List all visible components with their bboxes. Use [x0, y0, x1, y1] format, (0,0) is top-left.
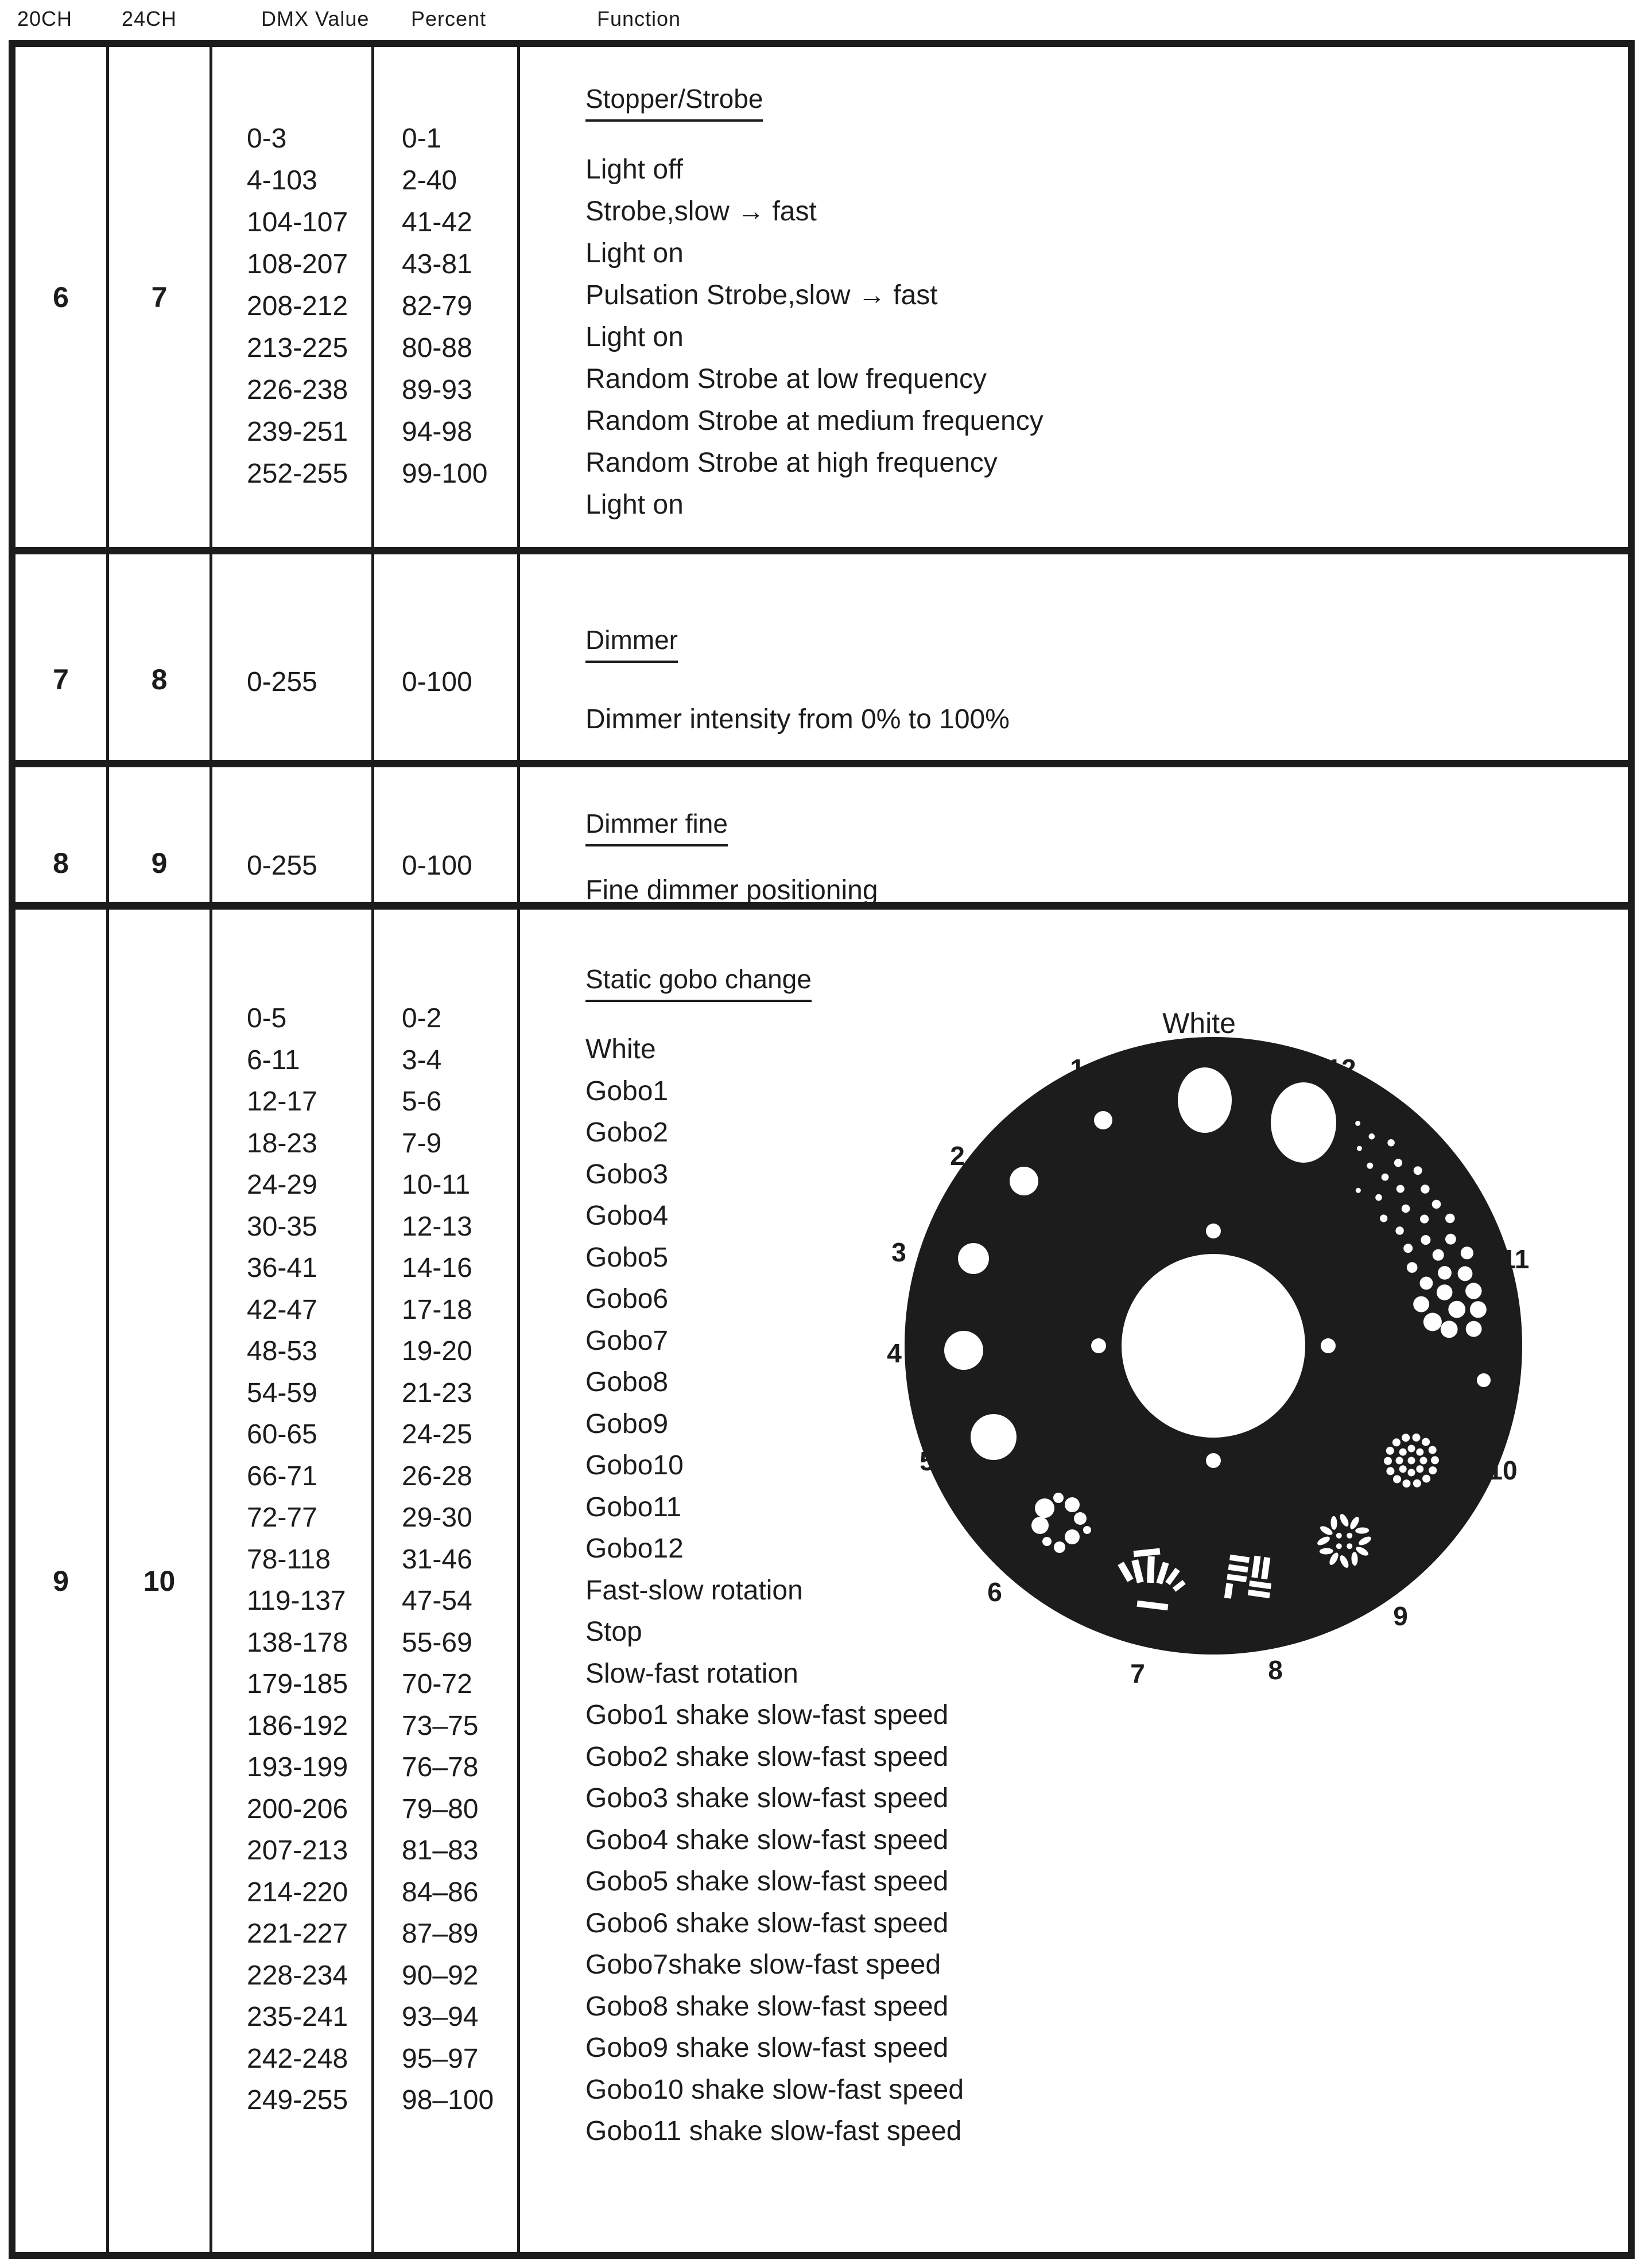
pattern-dot	[1416, 1448, 1423, 1456]
dmx-range-value: 214-220	[247, 1877, 348, 1908]
dmx-range-value: 66-71	[247, 1461, 317, 1492]
function-label: Gobo4 shake slow-fast speed	[585, 1824, 949, 1855]
pattern-dot	[1438, 1266, 1452, 1280]
gobo-position-number-7: 7	[1130, 1659, 1145, 1688]
dmx-range-value: 221-227	[247, 1919, 348, 1949]
function-label: Gobo2 shake slow-fast speed	[585, 1741, 949, 1772]
dmx-range-value: 193-199	[247, 1752, 348, 1782]
gobo-position-number-12: 12	[1326, 1054, 1356, 1083]
percent-range-value: 29-30	[402, 1502, 472, 1533]
percent-range-value: 10-11	[402, 1170, 471, 1200]
dmx-range-value: 78-118	[247, 1544, 331, 1575]
gobo-position-number-4: 4	[887, 1338, 902, 1368]
dmx-range-value: 228-234	[247, 1960, 348, 1991]
pattern-dot	[1408, 1445, 1415, 1453]
percent-list	[374, 845, 517, 887]
section-title: Static gobo change	[585, 964, 812, 1002]
percent-range-value: 82-79	[402, 291, 472, 321]
table-row-dimmer	[15, 554, 1628, 767]
pattern-dot	[1382, 1174, 1389, 1181]
function-label: Gobo2	[585, 1117, 669, 1148]
percent-list	[374, 118, 517, 495]
dmx-range-value: 239-251	[247, 417, 348, 447]
dmx-range-value: 0-3	[247, 123, 287, 154]
percent-range-value: 41-42	[402, 207, 472, 238]
gobo-position-number-11: 11	[1501, 1244, 1530, 1274]
function-cell	[520, 767, 1628, 911]
dmx-range-value: 12-17	[247, 1086, 317, 1117]
function-label: Light on	[585, 238, 684, 269]
channel-24ch-cell	[109, 47, 212, 547]
pattern-dot	[1403, 1244, 1413, 1253]
section-title: Dimmer	[585, 624, 678, 663]
column-header-percent: Percent	[411, 7, 487, 30]
dmx-range-value: 48-53	[247, 1336, 317, 1366]
function-label: Strobe,slow → fast	[585, 196, 817, 227]
pattern-dot	[1408, 1457, 1415, 1465]
pattern-dot	[1386, 1447, 1394, 1455]
dmx-range-value: 36-41	[247, 1253, 317, 1283]
dmx-value-cell	[212, 554, 374, 760]
percent-range-value: 73–75	[402, 1710, 479, 1741]
function-label: Fast-slow rotation	[585, 1575, 803, 1606]
function-label: Gobo10	[585, 1450, 684, 1481]
percent-range-value: 31-46	[402, 1544, 472, 1575]
dmx-value-list	[212, 845, 371, 887]
percent-range-value: 0-1	[402, 123, 442, 154]
pattern-dot	[1394, 1159, 1402, 1167]
percent-range-value: 3-4	[402, 1044, 442, 1075]
pattern-dot	[1414, 1166, 1422, 1175]
percent-range-value: 24-25	[402, 1419, 472, 1450]
pattern-dot	[1336, 1533, 1342, 1539]
percent-range-value: 2-40	[402, 165, 457, 196]
dmx-range-value: 104-107	[247, 207, 348, 238]
channel-number: 8	[151, 663, 168, 696]
pattern-dot	[1413, 1434, 1421, 1442]
pattern-dot	[1448, 1301, 1465, 1318]
pattern-dot	[1433, 1249, 1444, 1261]
gobo-1-hole	[1094, 1111, 1112, 1129]
pattern-dot	[1420, 1457, 1427, 1465]
gobo-3-hole	[958, 1243, 989, 1274]
dmx-range-value: 226-238	[247, 375, 348, 405]
pattern-dot	[1416, 1465, 1423, 1473]
function-label: Random Strobe at high frequency	[585, 448, 998, 478]
function-label: Gobo7shake slow-fast speed	[585, 1949, 941, 1980]
percent-range-value: 90–92	[402, 1960, 479, 1991]
dmx-value-cell	[212, 910, 374, 2252]
function-label: Gobo11 shake slow-fast speed	[585, 2116, 962, 2146]
percent-range-value: 12-13	[402, 1211, 472, 1242]
channel-number: 9	[53, 1564, 69, 1597]
pattern-dot	[1465, 1283, 1481, 1299]
function-label: Random Strobe at medium frequency	[585, 406, 1043, 436]
pattern-dot	[1403, 1479, 1411, 1488]
function-list	[520, 698, 1628, 740]
dmx-range-value: 30-35	[247, 1211, 317, 1242]
percent-range-value: 47-54	[402, 1586, 472, 1616]
pattern-dot	[1431, 1456, 1439, 1464]
column-header-dmx-value: DMX Value	[261, 7, 370, 30]
percent-range-value: 17-18	[402, 1294, 472, 1325]
pattern-dot	[1445, 1214, 1455, 1224]
function-label: Gobo8 shake slow-fast speed	[585, 1991, 949, 2022]
pattern-dot	[1413, 1296, 1429, 1312]
function-label: White	[585, 1034, 656, 1065]
percent-range-value: 55-69	[402, 1627, 472, 1658]
dmx-range-value: 138-178	[247, 1627, 348, 1658]
percent-range-value: 5-6	[402, 1086, 442, 1117]
percent-range-value: 43-81	[402, 249, 472, 279]
dmx-range-value: 0-255	[247, 850, 317, 881]
pattern-dot	[1392, 1438, 1401, 1446]
dmx-range-value: 24-29	[247, 1170, 317, 1200]
percent-range-value: 19-20	[402, 1336, 472, 1366]
column-header-function: Function	[597, 7, 681, 30]
dmx-range-value: 119-137	[247, 1586, 346, 1616]
pattern-dot	[1380, 1214, 1387, 1222]
percent-range-value: 98–100	[402, 2085, 494, 2115]
table-row-strobe	[15, 47, 1628, 554]
function-label: Gobo5	[585, 1242, 669, 1273]
pattern-dot	[1445, 1234, 1456, 1245]
percent-range-value: 0-2	[402, 1003, 442, 1034]
function-label: Fine dimmer positioning	[585, 875, 878, 906]
percent-cell	[374, 767, 520, 911]
percent-range-value: 70-72	[402, 1669, 472, 1699]
dmx-range-value: 4-103	[247, 165, 317, 196]
column-header-20ch: 20CH	[17, 7, 73, 30]
gobo-position-number-2: 2	[950, 1141, 965, 1171]
dmx-range-value: 60-65	[247, 1419, 317, 1450]
channel-20ch-cell	[15, 910, 109, 2252]
pattern-dot	[1458, 1266, 1473, 1281]
function-label: Gobo5 shake slow-fast speed	[585, 1866, 949, 1897]
pattern-dot	[1432, 1200, 1441, 1209]
function-label: Gobo9 shake slow-fast speed	[585, 2033, 949, 2063]
function-label: Gobo9	[585, 1408, 669, 1439]
function-label: Gobo1 shake slow-fast speed	[585, 1700, 949, 1730]
channel-20ch-cell	[15, 767, 109, 911]
table-row-dimmer-fine	[15, 767, 1628, 910]
dmx-range-value: 179-185	[247, 1669, 348, 1699]
gobo-position-number-5: 5	[920, 1446, 934, 1476]
dmx-range-value: 6-11	[247, 1044, 300, 1075]
percent-range-value: 95–97	[402, 2043, 479, 2074]
pattern-dot	[1399, 1465, 1407, 1473]
dmx-value-list	[212, 118, 371, 495]
percent-list	[374, 661, 517, 703]
channel-24ch-cell	[109, 767, 212, 911]
function-label: Gobo6 shake slow-fast speed	[585, 1908, 949, 1939]
dmx-range-value: 207-213	[247, 1835, 348, 1866]
pattern-dot	[1347, 1543, 1352, 1549]
balance-hole	[1477, 1373, 1491, 1387]
gobo-12-hole	[1271, 1082, 1336, 1163]
function-cell	[520, 554, 1628, 760]
percent-list	[374, 998, 517, 2122]
dmx-range-value: 213-225	[247, 333, 348, 363]
gobo-4-hole	[944, 1331, 983, 1370]
percent-range-value: 94-98	[402, 417, 472, 447]
gobo-2-hole	[1010, 1167, 1038, 1195]
dmx-range-value: 242-248	[247, 2043, 348, 2074]
percent-cell	[374, 554, 520, 760]
pattern-dot	[1422, 1475, 1430, 1483]
percent-range-value: 0-100	[402, 667, 472, 697]
function-label: Gobo7	[585, 1325, 669, 1356]
dmx-range-value: 108-207	[247, 249, 348, 279]
pattern-dot	[1441, 1321, 1458, 1338]
function-label: Gobo10 shake slow-fast speed	[585, 2074, 964, 2105]
percent-range-value: 99-100	[402, 459, 488, 489]
dmx-range-value: 72-77	[247, 1502, 317, 1533]
dmx-range-value: 252-255	[247, 459, 348, 489]
pattern-dot	[1407, 1262, 1418, 1273]
function-label: Stop	[585, 1617, 642, 1647]
gobo-wheel	[844, 999, 1573, 1733]
function-label: Random Strobe at low frequency	[585, 364, 987, 394]
pattern-dot	[1461, 1246, 1473, 1259]
percent-range-value: 7-9	[402, 1128, 442, 1159]
section-title: Stopper/Strobe	[585, 83, 763, 122]
pattern-dot	[1466, 1321, 1482, 1337]
dmx-range-value: 0-5	[247, 1003, 287, 1034]
pattern-dot	[1356, 1188, 1361, 1193]
pattern-dot	[1386, 1467, 1394, 1475]
pattern-dot	[1421, 1235, 1430, 1245]
function-label: Gobo3	[585, 1159, 669, 1190]
dmx-range-value: 186-192	[247, 1710, 348, 1741]
pattern-dot	[1423, 1313, 1442, 1331]
pattern-dot	[1399, 1448, 1407, 1456]
function-list	[520, 869, 1628, 911]
pattern-dot	[1421, 1185, 1429, 1193]
channel-number: 10	[143, 1564, 176, 1597]
function-label: Slow-fast rotation	[585, 1658, 798, 1689]
channel-20ch-cell	[15, 554, 109, 760]
channel-24ch-cell	[109, 910, 212, 2252]
dmx-value-list	[212, 998, 371, 2122]
gobo-position-number-8: 8	[1268, 1655, 1283, 1685]
dmx-range-value: 200-206	[247, 1793, 348, 1824]
pattern-dot	[1420, 1215, 1429, 1224]
function-label: Gobo3 shake slow-fast speed	[585, 1783, 949, 1813]
pattern-dot	[1367, 1163, 1373, 1169]
gobo-5-hole	[971, 1414, 1017, 1460]
percent-range-value: 80-88	[402, 333, 472, 363]
gobo-position-number-9: 9	[1393, 1601, 1408, 1631]
pattern-dot	[1422, 1438, 1430, 1446]
channel-number: 8	[53, 847, 69, 879]
pattern-dot	[1369, 1133, 1375, 1140]
percent-range-value: 79–80	[402, 1793, 479, 1824]
percent-range-value: 89-93	[402, 375, 472, 405]
function-label: Gobo6	[585, 1284, 669, 1314]
pattern-dot	[1429, 1446, 1437, 1454]
dmx-value-cell	[212, 767, 374, 911]
percent-range-value: 26-28	[402, 1461, 472, 1492]
pattern-dot	[1355, 1121, 1360, 1126]
function-cell	[520, 47, 1628, 547]
dmx-value-cell	[212, 47, 374, 547]
white-position-label: White	[1162, 1007, 1236, 1039]
dmx-range-value: 208-212	[247, 291, 348, 321]
channel-number: 6	[53, 281, 69, 313]
channel-24ch-cell	[109, 554, 212, 760]
percent-range-value: 84–86	[402, 1877, 479, 1908]
percent-cell	[374, 47, 520, 547]
pattern-dot	[1420, 1277, 1433, 1290]
function-label: Light on	[585, 322, 684, 352]
function-label: Gobo1	[585, 1075, 669, 1106]
pattern-dot	[1395, 1226, 1403, 1234]
pattern-dot	[1408, 1469, 1415, 1477]
percent-range-value: 87–89	[402, 1919, 479, 1949]
pattern-dot	[1347, 1533, 1352, 1539]
pattern-dot	[1387, 1139, 1395, 1147]
pattern-dot	[1429, 1466, 1437, 1474]
pattern-dot	[1396, 1185, 1405, 1193]
percent-cell	[374, 910, 520, 2252]
channel-number: 7	[53, 663, 69, 696]
channel-number: 7	[151, 281, 168, 313]
column-header-24ch: 24CH	[122, 7, 177, 30]
gobo-position-number-3: 3	[891, 1237, 906, 1267]
pattern-dot	[1402, 1205, 1410, 1213]
function-label: Gobo4	[585, 1201, 669, 1231]
function-label: Dimmer intensity from 0% to 100%	[585, 704, 1010, 735]
dmx-range-value: 54-59	[247, 1377, 317, 1408]
percent-range-value: 81–83	[402, 1835, 479, 1866]
pattern-dot	[1437, 1284, 1453, 1300]
pattern-dot	[1336, 1543, 1342, 1549]
dmx-range-value: 249-255	[247, 2085, 348, 2115]
function-label: Light off	[585, 154, 683, 185]
section-title: Dimmer fine	[585, 808, 728, 846]
dmx-range-value: 42-47	[247, 1294, 317, 1325]
gobo-position-number-6: 6	[987, 1577, 1002, 1607]
pattern-dot	[1375, 1194, 1382, 1201]
pattern-dot	[1396, 1457, 1403, 1465]
channel-20ch-cell	[15, 47, 109, 547]
percent-range-value: 21-23	[402, 1377, 472, 1408]
pattern-dot	[1384, 1457, 1392, 1465]
dmx-range-value: 18-23	[247, 1128, 317, 1159]
wheel-hub-hole	[1122, 1254, 1305, 1438]
pattern-dot	[1470, 1301, 1487, 1318]
channel-number: 9	[151, 847, 168, 879]
gobo-position-number-1: 1	[1070, 1054, 1085, 1083]
function-list	[520, 149, 1628, 526]
pattern-dot	[1357, 1146, 1362, 1151]
dmx-value-list	[212, 661, 371, 703]
pattern-dot	[1413, 1479, 1421, 1488]
percent-range-value: 0-100	[402, 850, 472, 881]
dmx-range-value: 235-241	[247, 2002, 348, 2032]
percent-range-value: 14-16	[402, 1253, 472, 1283]
function-label: Light on	[585, 490, 684, 520]
gobo-white-hole	[1178, 1067, 1232, 1133]
pattern-dot	[1402, 1434, 1410, 1442]
function-label: Gobo8	[585, 1367, 669, 1397]
percent-range-value: 93–94	[402, 2002, 479, 2032]
function-label: Gobo11	[585, 1492, 682, 1523]
pattern-dot	[1393, 1475, 1401, 1483]
percent-range-value: 76–78	[402, 1752, 479, 1782]
gobo-position-number-10: 10	[1488, 1455, 1518, 1485]
function-label: Pulsation Strobe,slow → fast	[585, 280, 938, 310]
function-label: Gobo12	[585, 1533, 684, 1564]
dmx-range-value: 0-255	[247, 667, 317, 697]
